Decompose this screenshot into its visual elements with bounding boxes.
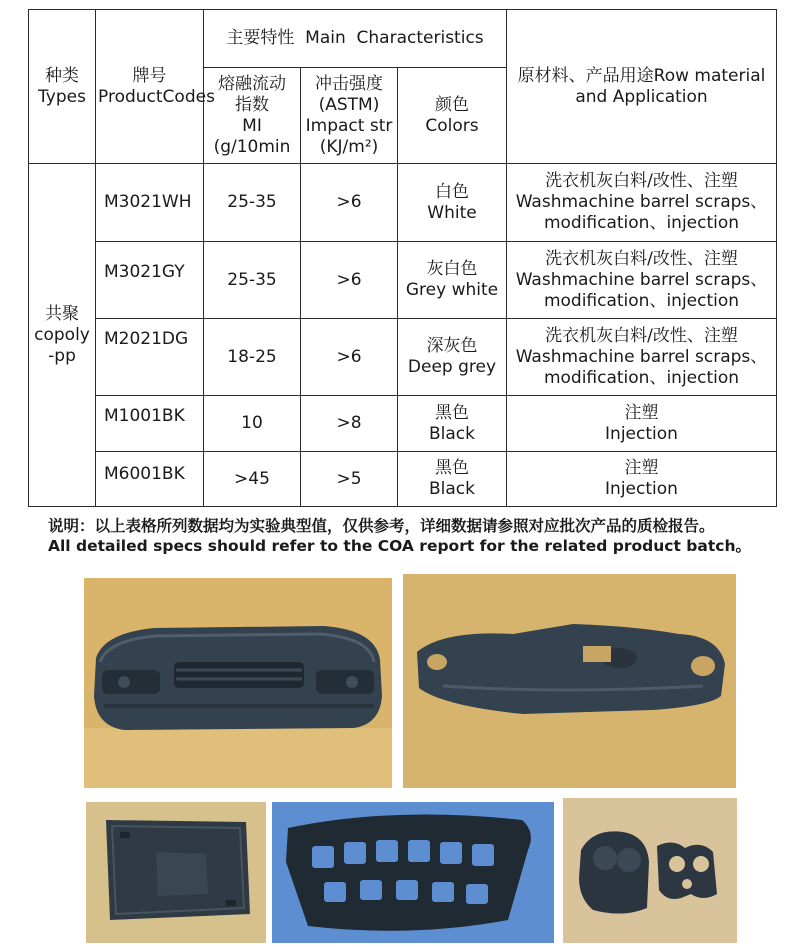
color-cell: 白色 White: [398, 164, 507, 242]
code-cell: M3021WH: [96, 164, 204, 242]
application-cell: 注塑 Injection: [507, 452, 777, 507]
dashboard-photo: [403, 574, 736, 788]
code-cell: M2021DG: [96, 319, 204, 396]
application-cell: 洗衣机灰白料/改性、注塑 Washmachine barrel scraps、 modification、injection: [507, 319, 777, 396]
table-row: [29, 242, 777, 319]
header-main-characteristics: 主要特性 Main Characteristics: [204, 10, 507, 68]
header-codes: 牌号ProductCodes: [96, 10, 204, 164]
header-mi: 熔融流动 指数 MI (g/10min: [204, 68, 301, 164]
color-cell: 灰白色 Grey white: [398, 242, 507, 319]
disclaimer-en: All detailed specs should refer to the COA report for the related product batch。: [48, 537, 751, 555]
mi-cell: 25-35: [204, 164, 301, 242]
mi-cell: 25-35: [204, 242, 301, 319]
header-colors: 颜色 Colors: [398, 68, 507, 164]
impact-cell: >5: [301, 452, 398, 507]
frame-photo: [272, 802, 554, 943]
plate-photo: [86, 802, 266, 943]
header-types: 种类Types: [29, 10, 96, 164]
mi-cell: 10: [204, 396, 301, 452]
code-cell: M6001BK: [96, 452, 204, 507]
mi-cell: >45: [204, 452, 301, 507]
table-row: [29, 164, 777, 242]
table-row: [29, 452, 777, 507]
application-cell: 洗衣机灰白料/改性、注塑 Washmachine barrel scraps、 modification、injection: [507, 164, 777, 242]
header-application: 原材料、产品用途Row material and Application: [507, 10, 777, 164]
application-cell: 注塑 Injection: [507, 396, 777, 452]
impact-cell: >6: [301, 319, 398, 396]
color-cell: 黑色 Black: [398, 452, 507, 507]
type-cell: 共聚 copoly -pp: [29, 164, 96, 507]
code-cell: M1001BK: [96, 396, 204, 452]
impact-cell: >6: [301, 242, 398, 319]
spec-table: [28, 9, 777, 507]
disclaimer-cn: 说明：以上表格所列数据均为实验典型值，仅供参考，详细数据请参照对应批次产品的质检报告。: [48, 517, 715, 535]
header-impact: 冲击强度 (ASTM) Impact str (KJ/m²): [301, 68, 398, 164]
color-cell: 黑色 Black: [398, 396, 507, 452]
impact-cell: >8: [301, 396, 398, 452]
application-cell: 洗衣机灰白料/改性、注塑 Washmachine barrel scraps、 modification、injection: [507, 242, 777, 319]
mi-cell: 18-25: [204, 319, 301, 396]
color-cell: 深灰色 Deep grey: [398, 319, 507, 396]
disclaimer-note: [48, 516, 788, 556]
cover-photo: [563, 798, 737, 943]
impact-cell: >6: [301, 164, 398, 242]
table-row: [29, 396, 777, 452]
bumper-photo: [84, 578, 392, 788]
code-cell: M3021GY: [96, 242, 204, 319]
table-row: [29, 319, 777, 396]
